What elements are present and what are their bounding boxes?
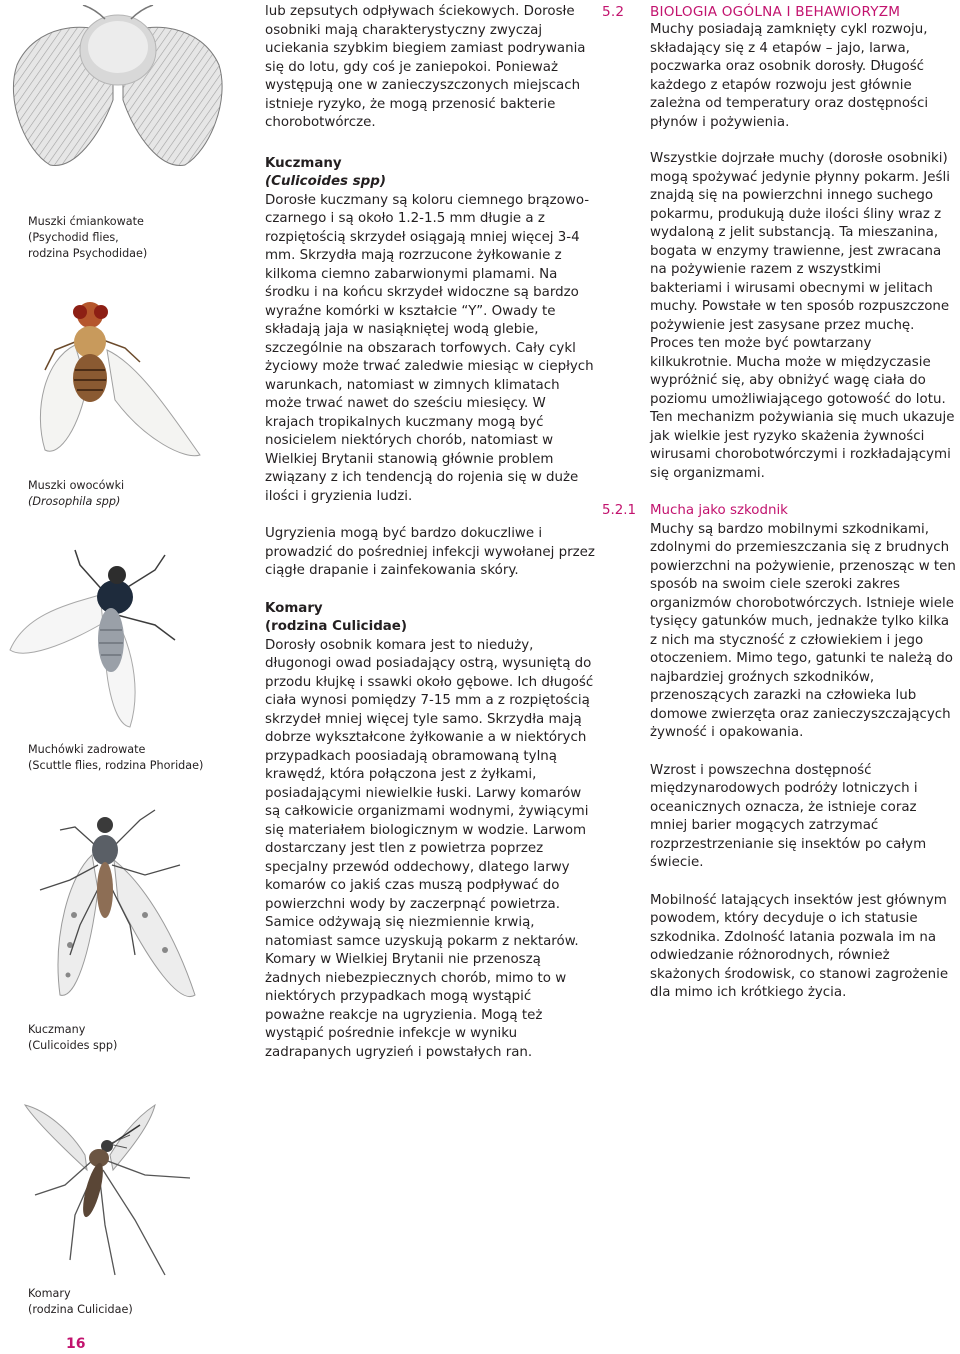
middle-column [265, 3, 595, 1062]
kuczmany-paragraph-2: Ugryzienia mogą być bardzo dokuczliwe i prowadzić do pośredniej infekcji wywołanej przez ciągłe drapanie i zainfekowania skóry. [265, 526, 595, 578]
caption-culicoides [28, 1022, 218, 1054]
caption-line: Muszki ćmiankowate [28, 215, 144, 228]
caption-line: Muszki owocówki [28, 479, 125, 492]
caption-line: Komary [28, 1287, 71, 1300]
kuczmany-heading: Kuczmany [265, 155, 342, 171]
subsection-heading [602, 502, 956, 521]
caption-phoridae [28, 742, 228, 774]
mobility-paragraph: Mobilność latających insektów jest głównym powodem, który decyduje o ich statusie szkodnika. Zdolność latania pozwala im na odwiedzanie różnorodnych, również skażonych środowisk, co stanowi zagrożenie dla mimo ich krótkiego życia. [650, 892, 949, 1000]
section-paragraph: Muchy posiadają zamknięty cykl rozwoju, składający się z 4 etapów – jajo, larwa, poczwarka oraz osobnik dorosły. Długość każdego z etapów rozwoju jest głównie zależna od temperatury oraz dostępności płynów i pożywienia. [650, 22, 929, 130]
caption-culicidae [28, 1286, 218, 1318]
subsection-title: Mucha jako szkodnik [650, 503, 788, 518]
illustration-scuttle-fly [5, 545, 230, 730]
komary-heading: Komary [265, 600, 323, 616]
intro-paragraph: lub zepsutych odpływach ściekowych. Dorosłe osobniki mają charakterystyczny zwyczaj uciekania szybkim biegiem zamiast podrywania się do lotu, gdy coś je zaniepokoi. Ponieważ występują one w zanieczyszczonych miejscach istnieje ryzyko, że mogą przenosić bakterie chorobotwórcze. [265, 4, 586, 130]
caption-line: Kuczmany [28, 1023, 86, 1036]
caption-line: (Scuttle flies, rodzina Phoridae) [28, 759, 204, 772]
caption-line: (Culicoides spp) [28, 1039, 118, 1052]
pest-paragraph: Muchy są bardzo mobilnymi szkodnikami, zdolnymi do przemieszczania się z brudnych powierzchni na pożywienie, przenosząc w ten sposób na swoim ciele szeroki zakres organizmów chorobotwórczych. Istnieje wiele tysięcy gatunków much, jednakże tylko kilka z nich ma styczność z człowiekiem i jego otoczeniem. Mimo tego, gatunki te należą do najbardziej groźnych szkodników, przenoszących zarazki na człowieka lub domowe zwierzęta oraz zanieczyszczających żywność i opakowania. [650, 521, 956, 740]
section-number: 5.2 [602, 4, 625, 20]
komary-subheading: (rodzina Culicidae) [265, 619, 408, 634]
caption-line: (rodzina Culicidae) [28, 1303, 133, 1316]
illustration-psychodid-fly [5, 5, 230, 170]
komary-paragraph: Dorosły osobnik komara jest to niedużу, długonogi owad posiadający ostrą, wysuniętą do przodu kłujkę i ssawki około gębowe. Ich długość ciała wynosi pomiędzy 7-15 mm a z rozpiętością skrzydeł mniej więcej tyle samo. Skrzydła mają dobrze wykształcone żyłkowanie a w niektórych przypadkach poosiadają obramowaną tylną krawędź, która połączona jest z żyłkami, posiadającymi niewielkie łuski. Larwy komarów są całkowicie organizmami wodnymi, żywiącymi się materiałem biologicznym w wodzie. Larwom dostarczany jest tlen z powietrza poprzez specjalny przewód oddechowy, dlatego larwy komarów co jakiś czas muszą podpływać do powierzchni wody by zaczerpnąć powietrza. Samice odżywają się niezmiennie krwią, natomiast samce uzyskują pokarm z nektarów. Komary w Wielkiej Brytanii nie przenoszą żadnych niebezpiecznych chorób, mimo to w niektórych przypadkach mogą wystąpić poważne reakcje na ugryzienia. Mogą też wystąpić pośrednie infekcje w wyniku zadrapanych ugryzień i powstałych ran. [265, 637, 594, 1060]
right-column [602, 3, 956, 1003]
page-number: 16 [66, 1336, 86, 1352]
caption-line: Muchówki zadrowate [28, 743, 146, 756]
kuczmany-paragraph: Dorosłe kuczmany są koloru ciemnego brązowo-czarnego i są około 1.2-1.5 mm długie a z rozpiętością skrzydeł osiągają mniej więcej 3-4 mm. Skrzydła mają rozrzucone żyłkowanie z kilkoma ciemno zabarwionymi plamami. Na środku i na końcu skrzydeł widoczne są bardzo wyraźne komórki w kształcie “Y”. Owady te składają jaja w nasiąkniętej wodą glebie, szczególnie na obszarach torfowych. Cały cykl życiowy może trwać zaledwie miesiąc w ciepłych warunkach, natomiast w zimnych klimatach może trwać nawet do sześciu miesięcy. W krajach tropikalnych kuczmany mogą być nosicielem niektórych chorób, natomiast w Wielkiej Brytanii stanowią głównie problem związany z ich tendencją do rojenia się w duże ilości i gryzienia ludzi. [265, 192, 594, 504]
illustration-culicoides-midge [30, 805, 230, 1010]
illustration-mosquito [15, 1100, 245, 1280]
feeding-paragraph: Wszystkie dojrzałe muchy (dorosłe osobniki) mogą spożywać jedynie płynny pokarm. Jeśli znajdą się na powierzchni innego suchego pokarmu, produkują duże ilości śliny wraz z wydaloną z jelit substancją. Ta mieszanina, bogata w enzymy trawienne, jest zwracana na pożywienie razem z wszystkimi bakteriami i wirusami obecnymi w jelitach muchy. Powstałe w ten sposób rozpuszczone pożywienie jest zasysane przez muchę. Proces ten może być powtarzany kilkukrotnie. Mucha może w międzyczasie wypróżnić się, aby obniżyć wagę ciała do poziomu umożliwiającego gotowość do lotu. Ten mechanizm pożywiania się much ukazuje jak wielkie jest ryzyko skażenia żywności wirusami chorobotwórczymi i rozkładającymi się organizmami. [650, 151, 955, 481]
caption-line: rodzina Psychodidae) [28, 247, 148, 260]
subsection-number: 5.2.1 [602, 503, 637, 518]
kuczmany-subheading: (Culicoides spp) [265, 174, 386, 189]
caption-drosophila [28, 478, 218, 510]
travel-paragraph: Wzrost i powszechna dostępność międzynarodowych podróży lotniczych i oceanicznych oznacza, że istnieje coraz mniej barier mogących zatrzymać rozprzestrzenianie się insektów po całym świecie. [650, 762, 927, 870]
illustration-drosophila-fly [25, 290, 225, 460]
caption-line: (Drosophila spp) [28, 495, 121, 508]
section-title: BIOLOGIA OGÓLNA I BEHAWIORYZM [650, 4, 901, 20]
caption-psychodid [28, 214, 218, 262]
caption-line: (Psychodid flies, [28, 231, 119, 244]
section-heading [602, 3, 956, 21]
